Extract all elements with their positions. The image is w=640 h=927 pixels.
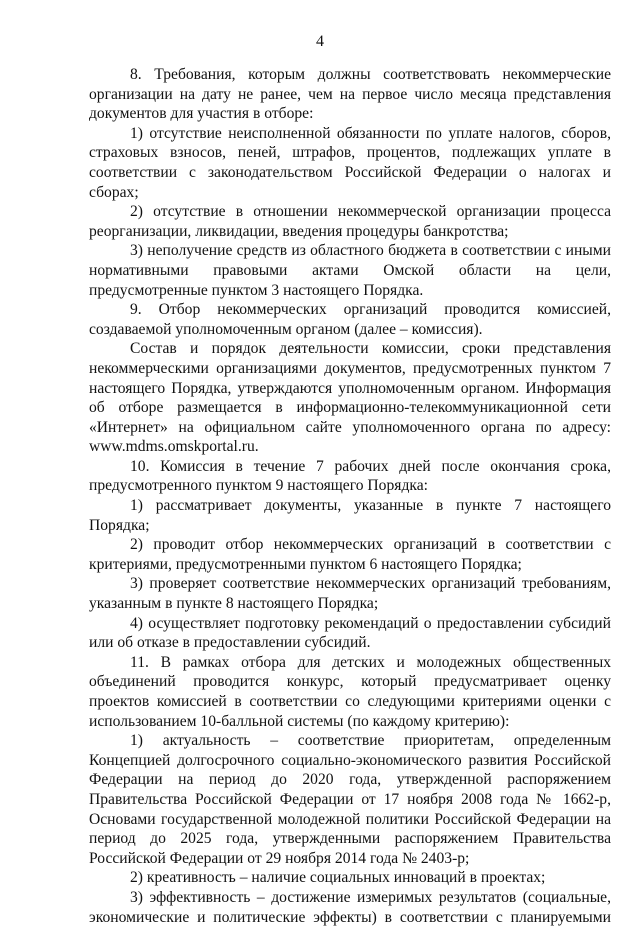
text-line: Порядка; — [89, 516, 150, 534]
paragraph-p8-1 — [89, 124, 611, 202]
text-line: реорганизации, ликвидации, введения процедуры банкротства; — [89, 222, 509, 240]
text-line: об отборе размещается в информационно-телекоммуникационной сети — [89, 399, 611, 417]
paragraph-p8-3 — [89, 241, 611, 300]
paragraph-p9 — [89, 300, 611, 339]
text-line: предусмотренного пунктом 9 настоящего Порядка: — [89, 477, 428, 495]
text-line: www.mdms.omskportal.ru. — [89, 438, 259, 456]
text-line: 1) актуальность – соответствие приоритетам, определенным — [130, 732, 611, 750]
text-line: период до 2025 года, утвержденными распоряжением Правительства — [89, 830, 611, 848]
paragraph-p11 — [89, 653, 611, 731]
text-line: сборах; — [89, 183, 139, 201]
text-line: критериями, предусмотренными пунктом 6 настоящего Порядка; — [89, 555, 522, 573]
text-line: 10. Комиссия в течение 7 рабочих дней после окончания срока, — [130, 457, 611, 475]
text-line: Правительства Российской Федерации от 17 ноября 2008 года № 1662-р, — [89, 790, 611, 808]
text-line: 3) неполучение средств из областного бюджета в соответствии с иными — [130, 242, 611, 260]
text-line: 11. В рамках отбора для детских и молодежных общественных — [130, 653, 611, 671]
text-line: 2) креативность – наличие социальных инноваций в проектах; — [130, 869, 546, 887]
paragraph-p10 — [89, 457, 611, 496]
text-line: Концепцией долгосрочного социально-экономического развития Российской — [89, 751, 611, 769]
text-line: нормативными правовыми актами Омской области на цели, — [89, 261, 611, 279]
text-line: страховых взносов, пеней, штрафов, процентов, подлежащих уплате в — [89, 144, 611, 162]
text-line: 1) рассматривает документы, указанные в пункте 7 настоящего — [130, 497, 611, 515]
text-line: предусмотренные пунктом 3 настоящего Порядка. — [89, 281, 424, 299]
paragraph-p8 — [89, 65, 611, 124]
text-line: 8. Требования, которым должны соответствовать некоммерческие — [130, 66, 611, 83]
text-line: 3) эффективность – достижение измеримых результатов (социальные, — [130, 888, 611, 906]
text-line: Состав и порядок деятельности комиссии, сроки представления — [130, 340, 611, 358]
page-number: 4 — [316, 33, 324, 50]
text-line: 2) проводит отбор некоммерческих организаций в соответствии с — [130, 536, 611, 554]
paragraph-p10-3 — [89, 574, 611, 613]
text-line: «Интернет» на официальном сайте уполномоченного органа по адресу: — [89, 418, 611, 436]
paragraph-p9-2 — [89, 339, 611, 457]
text-line: 3) проверяет соответствие некоммерческих организаций требованиям, — [130, 575, 611, 593]
text-line: создаваемой уполномоченным органом (далее – комиссия). — [89, 320, 483, 338]
document-body — [89, 65, 611, 927]
paragraph-p8-2 — [89, 202, 611, 241]
text-line: настоящего Порядка, утверждаются уполномоченным органом. Информация — [89, 379, 611, 397]
text-line: экономические и политические эффекты) в соответствии с планируемыми — [89, 908, 611, 926]
paragraph-p10-2 — [89, 535, 611, 574]
paragraph-p11-2 — [89, 868, 611, 888]
text-line: Российской Федерации от 29 ноября 2014 года № 2403-р; — [89, 849, 470, 867]
text-line: объединений проводится конкурс, который предусматривает оценку — [89, 673, 611, 691]
text-line: использованием 10-балльной системы (по каждому критерию): — [89, 712, 510, 730]
text-line: 2) отсутствие в отношении некоммерческой организации процесса — [130, 203, 611, 221]
text-line: Основами государственной молодежной политики Российской Федерации на — [89, 810, 611, 828]
text-line: соответствии с законодательством Российской Федерации о налогах и — [89, 163, 611, 181]
paragraph-p11-3 — [89, 888, 611, 927]
text-line: проектов комиссией в соответствии со следующими критериями оценки с — [89, 693, 611, 710]
paragraph-p10-4 — [89, 614, 611, 653]
text-line: или об отказе в предоставлении субсидий. — [89, 634, 371, 652]
text-line: 4) осуществляет подготовку рекомендаций о предоставлении субсидий — [130, 614, 611, 632]
paragraph-p11-1 — [89, 731, 611, 868]
text-line: указанным в пункте 8 настоящего Порядка; — [89, 595, 379, 613]
text-line: Федерации на период до 2020 года, утвержденной распоряжением — [89, 771, 611, 789]
text-line: 9. Отбор некоммерческих организаций проводится комиссией, — [130, 301, 611, 319]
text-line: некоммерческими организациями документов, предусмотренных пунктом 7 — [89, 359, 611, 377]
paragraph-p10-1 — [89, 496, 611, 535]
text-line: организации на дату не ранее, чем на первое число месяца представления — [89, 85, 611, 103]
text-line: документов для участия в отборе: — [89, 105, 314, 123]
text-line: 1) отсутствие неисполненной обязанности по уплате налогов, сборов, — [130, 124, 611, 142]
